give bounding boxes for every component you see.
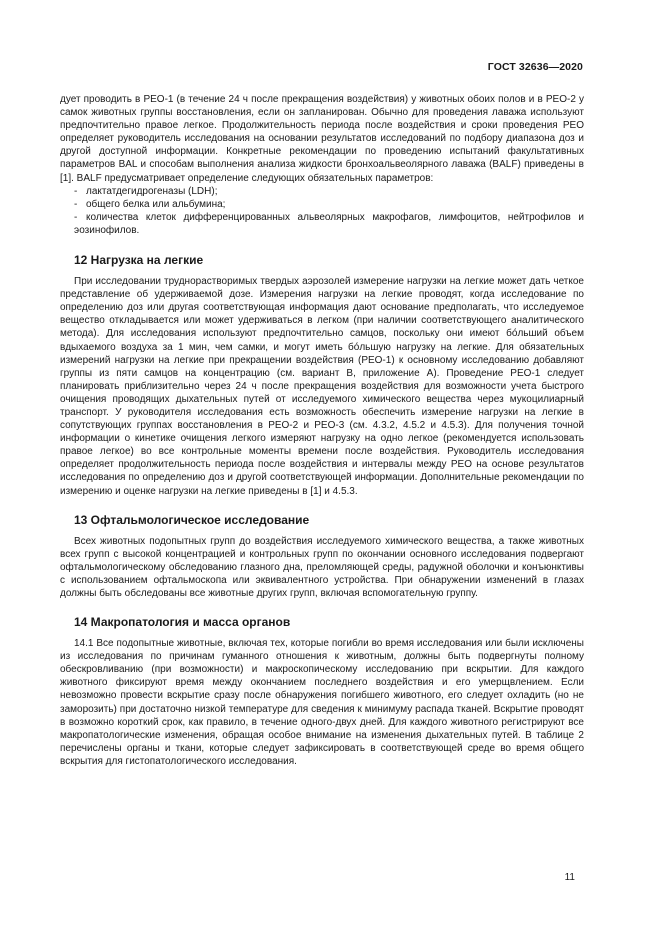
list-item-text: количества клеток дифференцированных альвеолярных макрофагов, лимфоцитов, нейтрофилов и эозинофилов.	[74, 211, 584, 236]
standard-number: ГОСТ 32636—2020	[487, 61, 583, 73]
balf-parameters-list	[60, 185, 584, 237]
dash-bullet: -	[74, 198, 78, 210]
list-item	[60, 211, 584, 237]
section-14-title: 14 Макропатология и масса органов	[74, 615, 291, 630]
section-13-paragraph: Всех животных подопытных групп до воздействия исследуемого химического вещества, а также животных всех групп с высокой концентрацией и контрольных групп по окончании основного исследования подвергают офтальмологическому обследованию глазного дна, преломляющей среды, радужной оболочки и конъюнктивы с использованием офтальмоскопа или эквивалентного устройства. При обнаружении изменений в глазах должны быть обследованы все животные других групп, включая вспомогательную группу.	[60, 535, 584, 599]
list-item-text: общего белка или альбумина;	[86, 198, 226, 210]
dash-bullet: -	[74, 211, 78, 223]
section-12-title: 12 Нагрузка на легкие	[74, 253, 204, 268]
intro-paragraph: дует проводить в РЕО-1 (в течение 24 ч после прекращения воздействия) у животных обоих полов и в РЕО-2 у самок животных группы восстановления, если он запланирован. Обычно для проведения лаважа используют предпочтительно правое легкое. Продолжительность периода после воздействия и сроки проведения РЕО определяет руководитель исследования на основании результатов исследований по подбору диапазона доз и другой доступной информации. Конкретные рекомендации по проведению испытаний факультативных параметров BAL и способам выполнения анализа жидкости бронхоальвеолярного лаважа (BALF) приведены в [1]. BALF предусматривает определение следующих обязательных параметров:	[60, 94, 584, 184]
list-item	[60, 185, 584, 198]
section-13-title: 13 Офтальмологическое исследование	[74, 512, 310, 527]
list-item-text: лактатдегидрогеназы (LDH);	[86, 185, 218, 197]
page-number: 11	[564, 872, 575, 883]
dash-bullet: -	[74, 185, 78, 197]
section-14-paragraph: 14.1 Все подопытные животные, включая тех, которые погибли во время исследования или были исключены из исследования по причинам гуманного отношения к животным, должны быть подвергнуты полному обескровливанию (при возможности) и макроскопическому исследованию при вскрытии. Для каждого животного фиксируют время между окончанием последнего воздействия и его умерщвлением. Если невозможно провести вскрытие сразу после обнаружения погибшего животного, его следует охладить (но не заморозить) при достаточно низкой температуре для сведения к минимуму распада тканей. Вскрытие проводят в возможно короткий срок, как правило, в течение одного-двух дней. Для каждого животного регистрируют все макропатологические изменения, обращая особое внимание на изменения дыхательных путей. В таблице 2 перечислены органы и ткани, которые следует зафиксировать в соответствующей среде во время общего вскрытия для гистопатологического исследования.	[60, 638, 584, 767]
page-content	[60, 93, 584, 768]
list-item	[60, 198, 584, 211]
section-12-paragraph: При исследовании труднорастворимых твердых аэрозолей измерение нагрузки на легкие может дать четкое представление об удерживаемой дозе. Измерения нагрузки на легкие проводят, когда исследование по определению доз или другая соответствующая информация дают основание предполагать, что исследуемое вещество откладывается или может удерживаться в легком (при наличии соответствующего аналитического метода). Для исследования используют предпочтительно самцов, поскольку они имеют бо́льший объем вдыхаемого воздуха за 1 мин, чем самки, и могут иметь бо́льшую нагрузку на легкие. Для обязательных измерений нагрузки на легкие при прекращении воздействия (РЕО-1) к основному исследованию добавляют группы из пяти самцов на концентрацию (см. вариант В, приложение А). Проведение РЕО-1 следует планировать приблизительно через 24 ч после прекращения воздействия для возможности учета быстрого очищения проводящих дыхательных путей от исследуемого химического вещества через мукоцилиарный транспорт. У руководителя исследования есть возможность обеспечить измерение нагрузки на легкие в сопутствующих группах восстановления в РЕО-2 и РЕО-3 (см. 4.3.2, 4.5.2 и 4.5.3). Для получения точной информации о кинетике очищения легкого измеряют нагрузку на одно легкое (рекомендуется использовать правое легкое) во все контрольные моменты времени после воздействия. Руководитель исследования определяет продолжительность периода после воздействия и интервалы между РЕО на основе результатов исследования по определению доз и другой соответствующей информации. Дополнительные рекомендации по измерению и оценке нагрузки на легкие приведены в [1] и 4.5.3.	[60, 276, 584, 497]
